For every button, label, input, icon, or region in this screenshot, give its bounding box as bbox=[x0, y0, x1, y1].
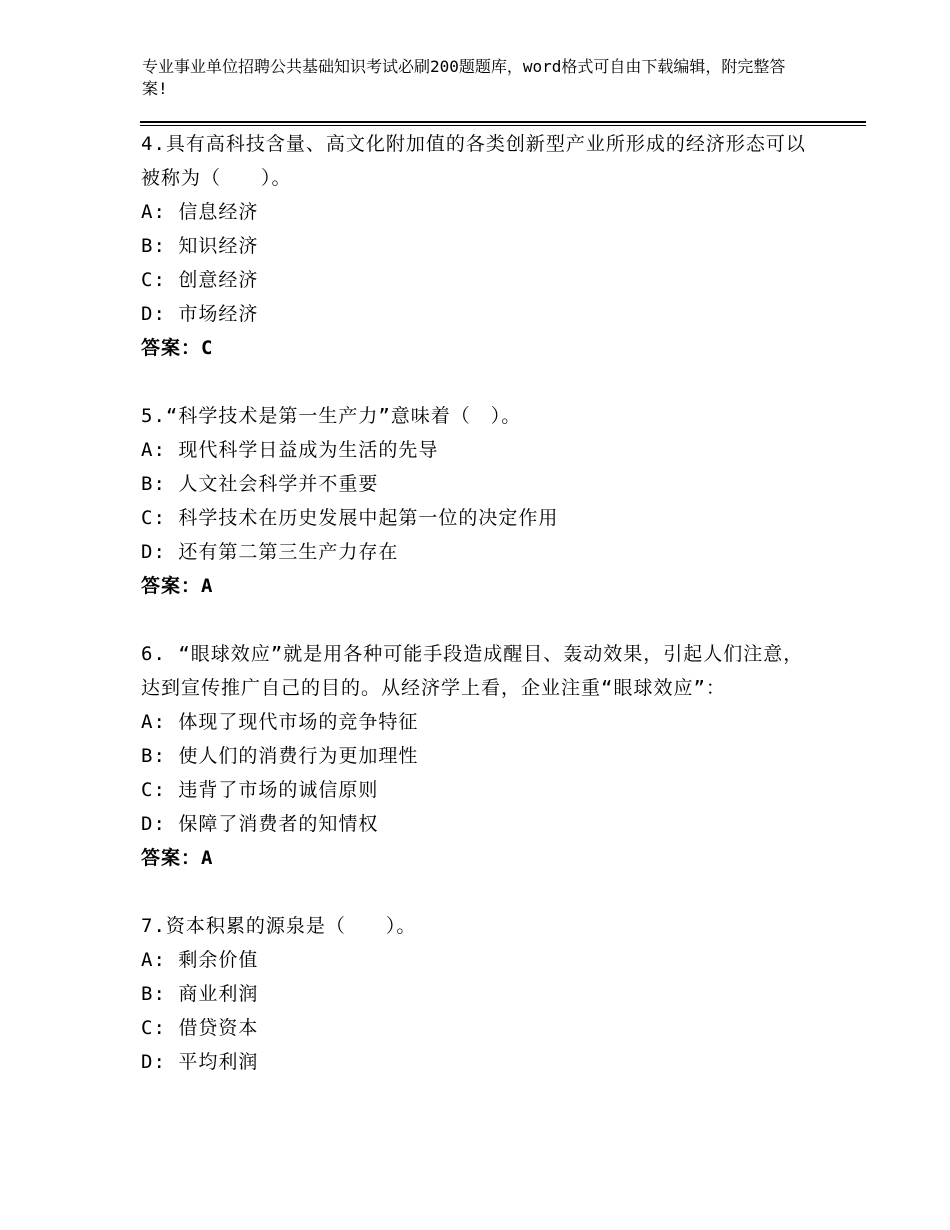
answer-label: 答案：C bbox=[141, 337, 214, 359]
question-spacer bbox=[141, 365, 811, 399]
option-a: A: 信息经济 bbox=[141, 201, 259, 223]
question-7 bbox=[141, 909, 811, 1079]
option-c: C: 借贷资本 bbox=[141, 1017, 259, 1039]
question-text: 7.资本积累的源泉是（ ）。 bbox=[141, 915, 417, 937]
option-d: D: 保障了消费者的知情权 bbox=[141, 813, 379, 835]
header-divider bbox=[140, 121, 866, 126]
option-c: C: 科学技术在历史发展中起第一位的决定作用 bbox=[141, 507, 559, 529]
question-6 bbox=[141, 637, 811, 875]
option-b: B: 人文社会科学并不重要 bbox=[141, 473, 379, 495]
question-list bbox=[141, 127, 811, 1079]
question-4 bbox=[141, 127, 811, 365]
question-spacer bbox=[141, 875, 811, 909]
question-text: 6. “眼球效应”就是用各种可能手段造成醒目、轰动效果，引起人们注意，达到宣传推广自己的目的。从经济学上看，企业注重“眼球效应”： bbox=[141, 643, 804, 699]
page-header: 专业事业单位招聘公共基础知识考试必刷200题题库，word格式可自由下载编辑，附完整答案! bbox=[142, 57, 786, 98]
question-5 bbox=[141, 399, 811, 603]
question-text: 4.具有高科技含量、高文化附加值的各类创新型产业所形成的经济形态可以被称为（ ）。 bbox=[141, 133, 806, 189]
option-b: B: 使人们的消费行为更加理性 bbox=[141, 745, 419, 767]
answer-label: 答案：A bbox=[141, 847, 214, 869]
option-c: C: 创意经济 bbox=[141, 269, 259, 291]
option-b: B: 知识经济 bbox=[141, 235, 259, 257]
question-spacer bbox=[141, 603, 811, 637]
option-b: B: 商业利润 bbox=[141, 983, 259, 1005]
option-a: A: 体现了现代市场的竞争特征 bbox=[141, 711, 419, 733]
option-d: D: 还有第二第三生产力存在 bbox=[141, 541, 399, 563]
option-c: C: 违背了市场的诚信原则 bbox=[141, 779, 379, 801]
question-text: 5.“科学技术是第一生产力”意味着（ ）。 bbox=[141, 405, 522, 427]
option-a: A: 剩余价值 bbox=[141, 949, 259, 971]
option-a: A: 现代科学日益成为生活的先导 bbox=[141, 439, 439, 461]
answer-label: 答案：A bbox=[141, 575, 214, 597]
option-d: D: 市场经济 bbox=[141, 303, 259, 325]
option-d: D: 平均利润 bbox=[141, 1051, 259, 1073]
